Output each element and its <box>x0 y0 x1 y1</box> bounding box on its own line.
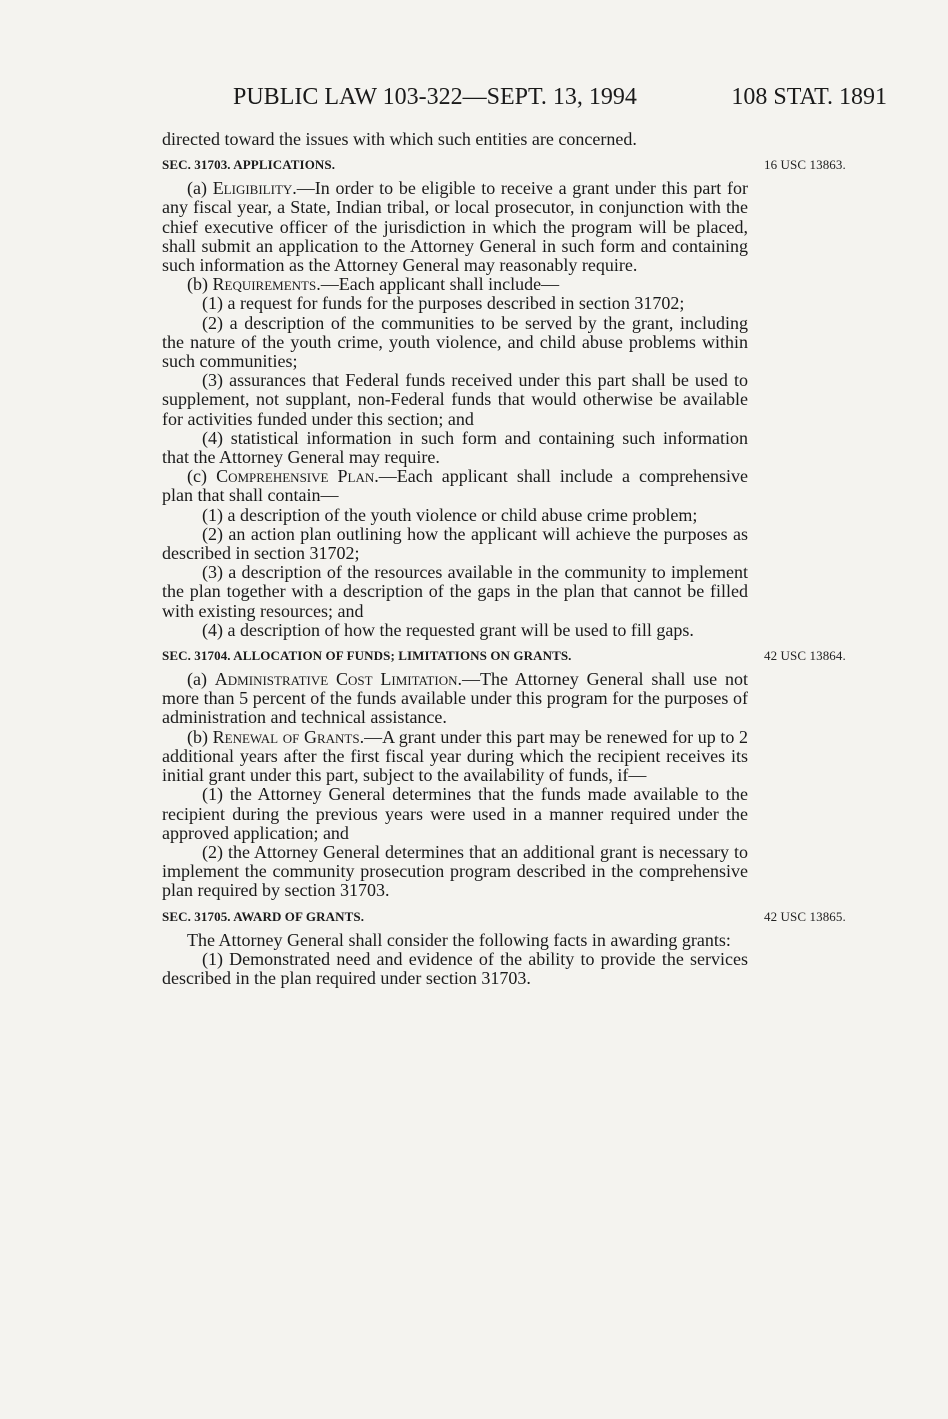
margin-note-31704: 42 USC 13864. <box>764 648 846 664</box>
list-item: (2) a description of the communities to be served by the grant, including the nature of the youth crime, youth violence, and child abuse problems within such communities; <box>162 312 748 372</box>
section-31703-a: (a) Eligibility.—In order to be eligible to receive a grant under this part for any fiscal year, a State, Indian tribal, or local prosecutor, in conjunction with the chief executive officer of the jurisdiction in which the program will be placed, shall submit an application to the Attorney General in such form and containing such information as the Attorney General may reasonably require. <box>162 178 748 276</box>
list-item: (1) a description of the youth violence or child abuse crime problem; <box>202 504 698 525</box>
section-31703-c: (c) Comprehensive Plan.—Each applicant shall include a comprehensive plan that shall contain— <box>162 466 748 506</box>
header-stat-page: 108 STAT. 1891 <box>731 84 887 110</box>
list-item: (1) Demonstrated need and evidence of the ability to provide the services described in the plan required under section 31703. <box>162 948 748 988</box>
margin-note-31703: 16 USC 13863. <box>764 157 846 173</box>
section-31704-a: (a) Administrative Cost Limitation.—The Attorney General shall use not more than 5 percent of the funds available under this program for the purposes of administration and technical assistance. <box>162 669 748 728</box>
list-item: (2) an action plan outlining how the applicant will achieve the purposes as described in section 31702; <box>162 523 748 564</box>
header-public-law: PUBLIC LAW 103-322—SEPT. 13, 1994 <box>233 84 637 110</box>
list-item: (2) the Attorney General determines that an additional grant is necessary to implement the community prosecution program described in the comprehensive plan required by section 31703. <box>162 841 748 901</box>
list-item: (1) the Attorney General determines that the funds made available to the recipient during the previous years were used in a manner required under the approved application; and <box>162 784 748 843</box>
section-31704-heading: SEC. 31704. ALLOCATION OF FUNDS; LIMITATIONS ON GRANTS. 42 USC 13864. <box>162 648 748 664</box>
margin-note-31705: 42 USC 13865. <box>764 908 846 924</box>
list-item: (3) a description of the resources available in the community to implement the plan together with a description of the gaps in the plan that cannot be filled with existing resources; and <box>162 562 748 621</box>
list-item: (4) a description of how the requested grant will be used to fill gaps. <box>202 619 694 640</box>
list-item: (4) statistical information in such form and containing such information that the Attorney General may require. <box>162 427 748 468</box>
continuation-paragraph: directed toward the issues with which such entities are concerned. <box>162 129 637 149</box>
section-31705-heading: SEC. 31705. AWARD OF GRANTS. 42 USC 13865. <box>162 909 748 925</box>
document-body <box>162 129 846 988</box>
section-31705-intro: The Attorney General shall consider the following facts in awarding grants: <box>187 929 731 950</box>
page-header <box>233 80 887 114</box>
list-item: (3) assurances that Federal funds received under this part shall be used to supplement, not supplant, non-Federal funds that would otherwise be available for activities funded under this section; and <box>162 370 748 429</box>
section-31704-b: (b) Renewal of Grants.—A grant under this part may be renewed for up to 2 additional years after the first fiscal year during which the recipient receives its initial grant under this part, subject to the availability of funds, if— <box>162 726 748 786</box>
section-31703-b: (b) Requirements.—Each applicant shall include— <box>187 274 560 295</box>
section-31703-heading: SEC. 31703. APPLICATIONS. 16 USC 13863. <box>162 157 748 173</box>
list-item: (1) a request for funds for the purposes described in section 31702; <box>202 293 685 314</box>
